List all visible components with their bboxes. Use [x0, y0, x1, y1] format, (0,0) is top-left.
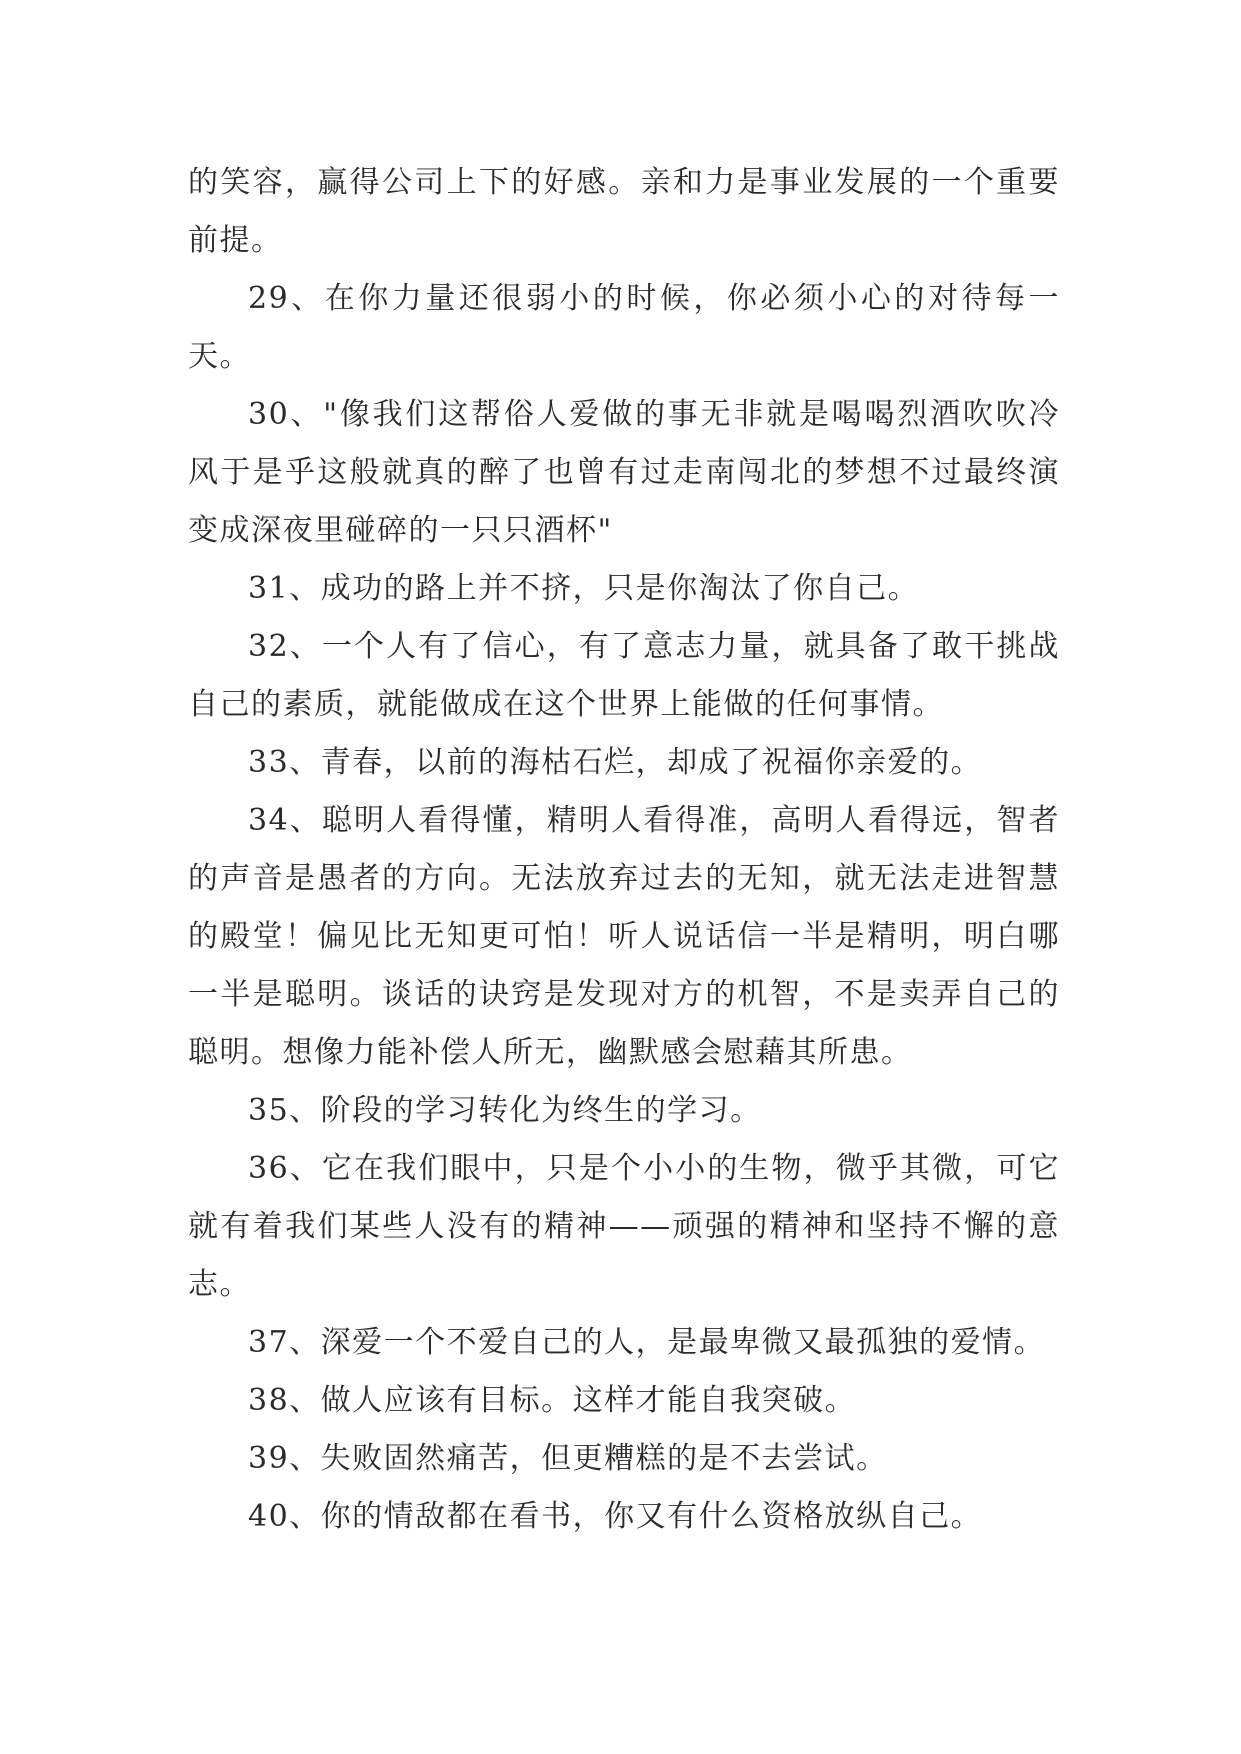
- paragraph-31: 31、成功的路上并不挤，只是你淘汰了你自己。: [248, 571, 920, 606]
- paragraph-36: 36、它在我们眼中，只是个小小的生物，微乎其微，可它就有着我们某些人没有的精神——顽强的精神和坚持不懈的意志。: [188, 1151, 1060, 1302]
- paragraph-32: 32、一个人有了信心，有了意志力量，就具备了敢干挑战自己的素质，就能做成在这个世界上能做的任何事情。: [188, 629, 1060, 722]
- paragraph-30: 30、"像我们这帮俗人爱做的事无非就是喝喝烈酒吹吹冷风于是乎这般就真的醉了也曾有过走南闯北的梦想不过最终演变成深夜里碰碎的一只只酒杯": [188, 397, 1060, 548]
- paragraph-38: 38、做人应该有目标。这样才能自我突破。: [248, 1383, 857, 1418]
- paragraph-39: 39、失败固然痛苦，但更糟糕的是不去尝试。: [248, 1441, 888, 1476]
- paragraph-40: 40、你的情敌都在看书，你又有什么资格放纵自己。: [248, 1499, 983, 1534]
- paragraph-37: 37、深爱一个不爱自己的人，是最卑微又最孤独的爱情。: [248, 1325, 1046, 1360]
- paragraph-29: 29、在你力量还很弱小的时候，你必须小心的对待每一天。: [188, 281, 1060, 374]
- paragraph-33: 33、青春，以前的海枯石烂，却成了祝福你亲爱的。: [248, 745, 983, 780]
- paragraph-35: 35、阶段的学习转化为终生的学习。: [248, 1093, 762, 1128]
- paragraph-continuation: 的笑容，赢得公司上下的好感。亲和力是事业发展的一个重要前提。: [188, 165, 1060, 258]
- document-body: [188, 154, 1060, 1546]
- paragraph-34: 34、聪明人看得懂，精明人看得准，高明人看得远，智者的声音是愚者的方向。无法放弃过去的无知，就无法走进智慧的殿堂！偏见比无知更可怕！听人说话信一半是精明，明白哪一半是聪明。谈话的诀窍是发现对方的机智，不是卖弄自己的聪明。想像力能补偿人所无，幽默感会慰藉其所患。: [188, 803, 1060, 1070]
